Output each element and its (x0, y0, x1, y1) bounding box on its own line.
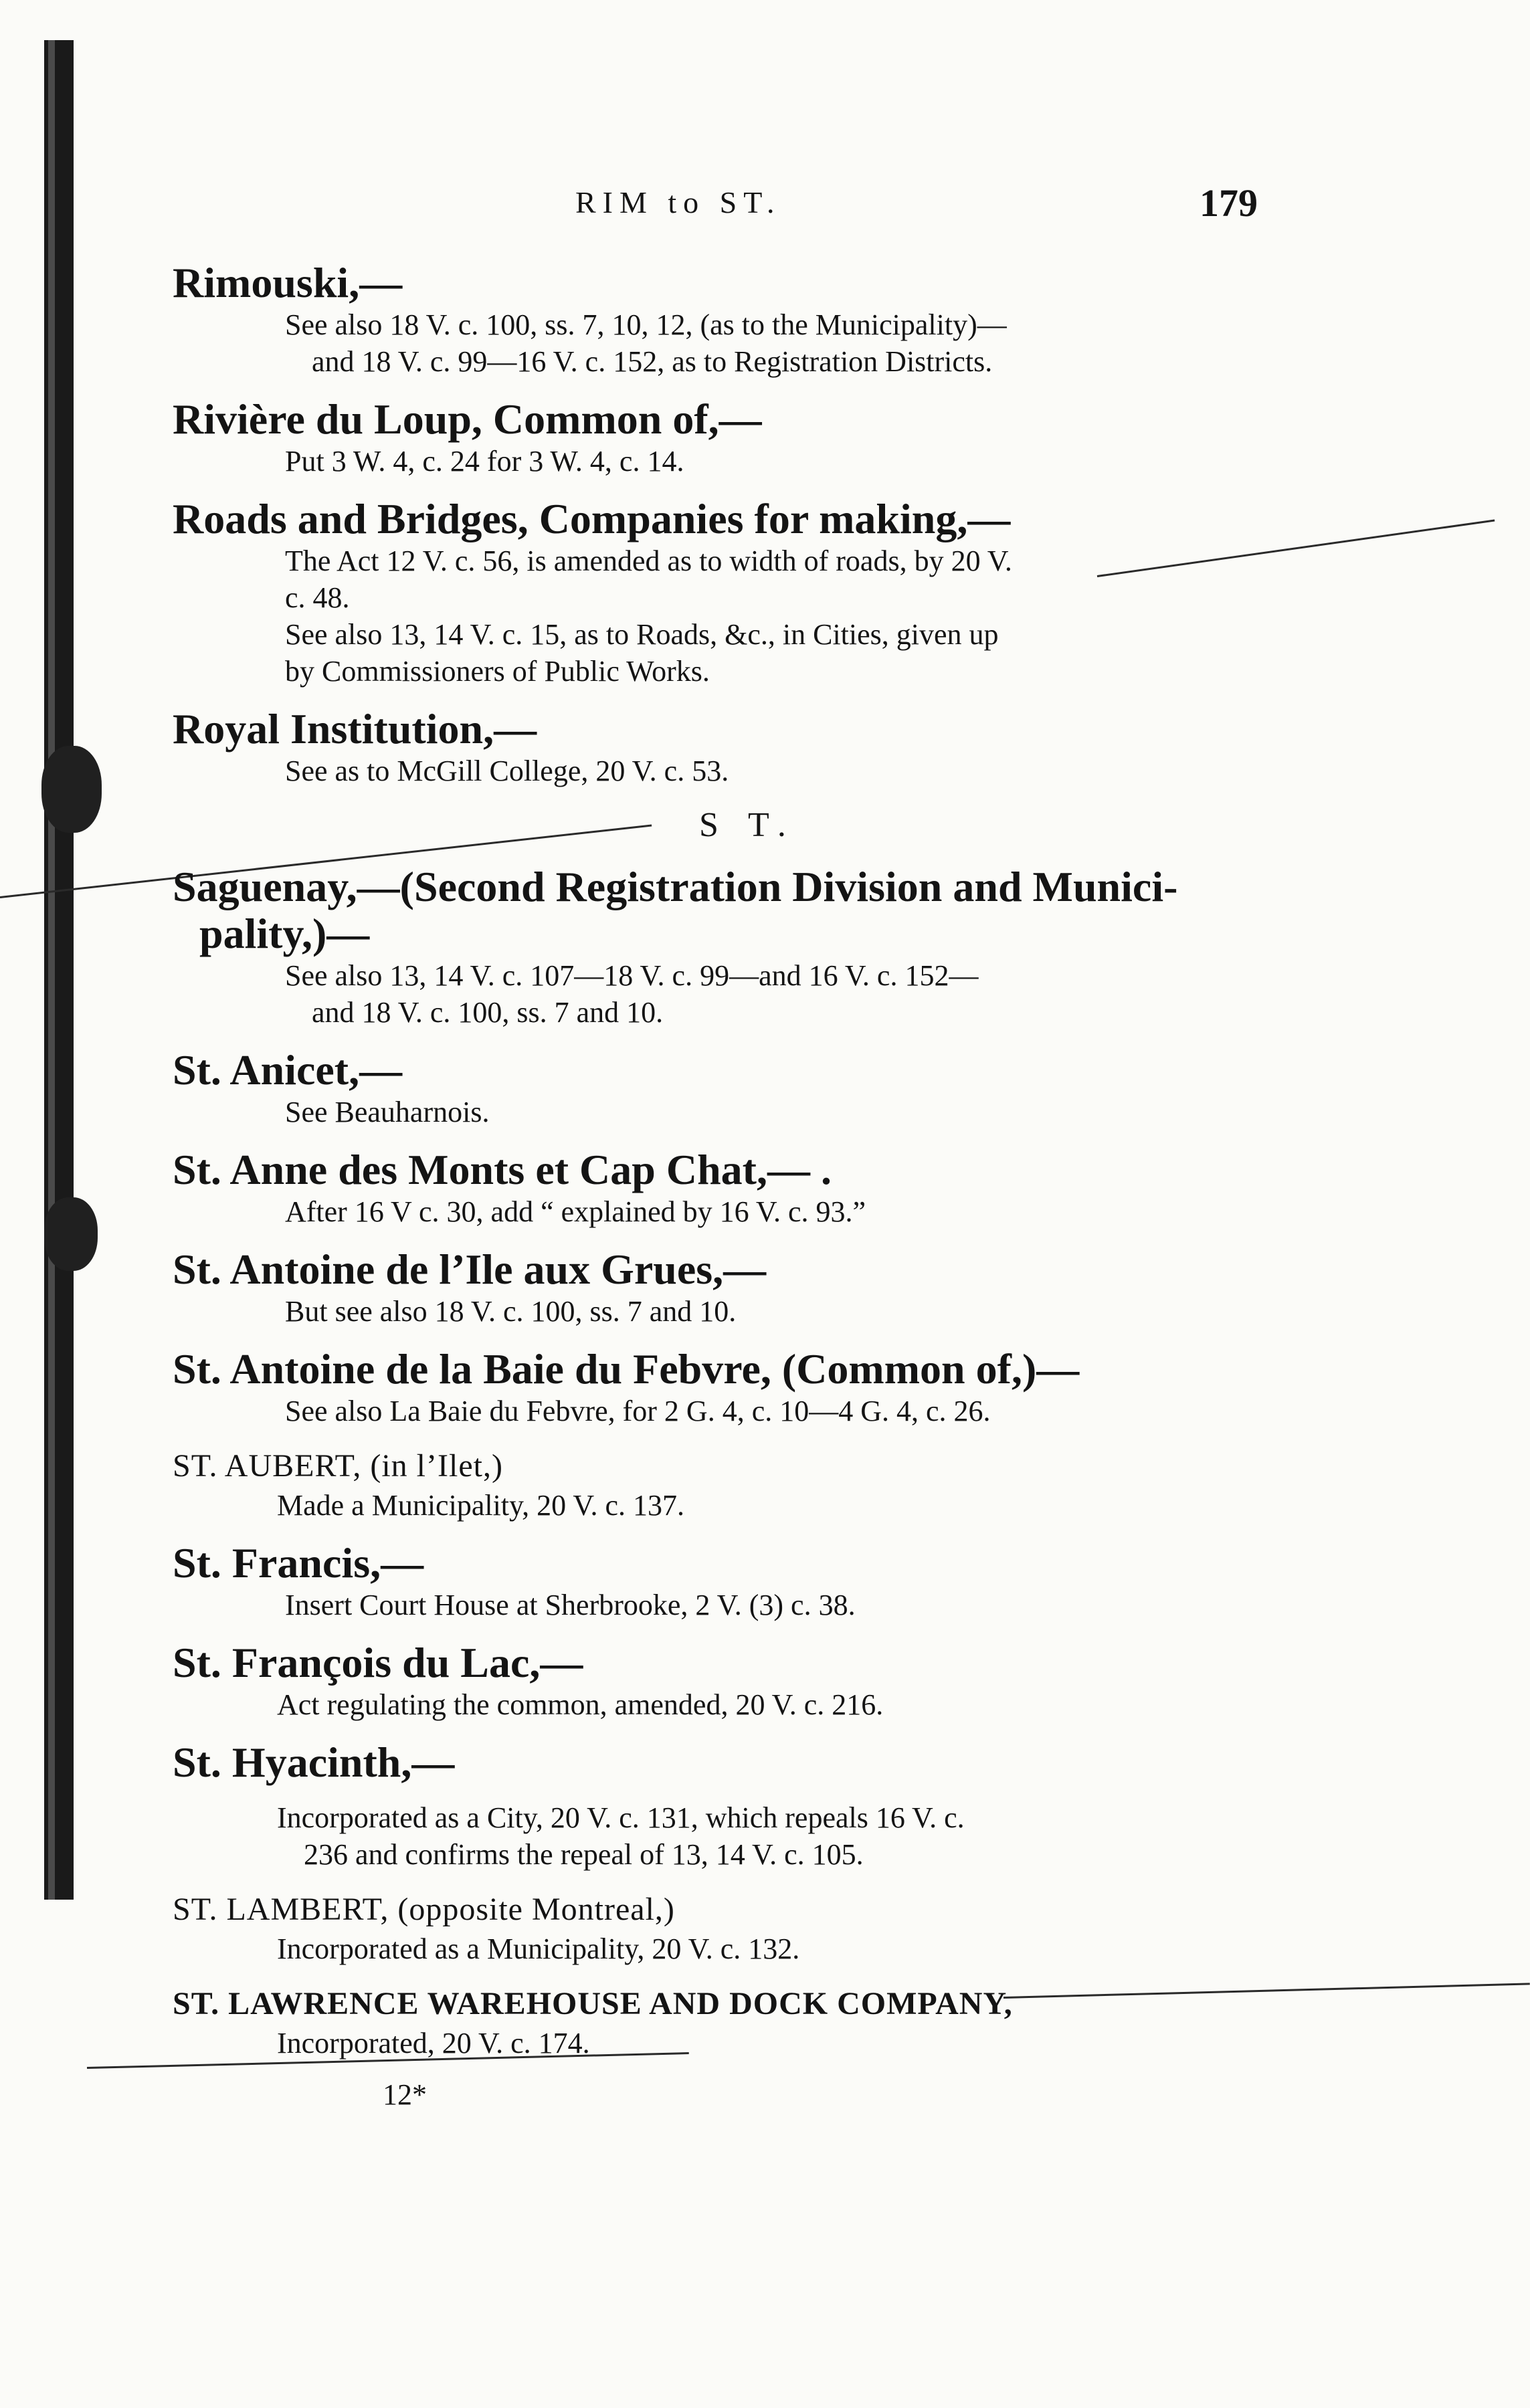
entry-heading-continuation: pality,)— (199, 910, 370, 957)
entry-heading: St. Hyacinth,— (173, 1738, 455, 1786)
index-entries (173, 260, 1270, 2112)
index-entry-st-antoine-ile-aux-grues (173, 1246, 1270, 1330)
index-entry-saguenay (173, 864, 1270, 1031)
entry-note: See Beauharnois. (285, 1096, 490, 1128)
entry-heading: ST. LAWRENCE WAREHOUSE AND DOCK COMPANY, (173, 1986, 1013, 2021)
index-entry-st-antoine-baie-du-febvre (173, 1346, 1270, 1429)
entry-heading (173, 864, 1270, 957)
index-entry-st-francis (173, 1540, 1270, 1623)
entry-note-line: See also 18 V. c. 100, ss. 7, 10, 12, (as to the Municipality)— (285, 308, 1007, 341)
binding-thread-knot (41, 746, 102, 833)
index-entry-st-lawrence-warehouse (173, 1983, 1270, 2062)
entry-note: See also La Baie du Febvre, for 2 G. 4, c. 10—4 G. 4, c. 26. (285, 1395, 991, 1427)
book-binding-edge (44, 40, 74, 1900)
entry-heading: St. François du Lac,— (173, 1639, 583, 1686)
index-entry-roads-and-bridges (173, 496, 1270, 690)
entry-note-line: Put 3 W. 4, c. 24 for 3 W. 4, c. 14. (285, 445, 684, 478)
running-head (522, 181, 1258, 227)
index-entry-st-hyacinth (173, 1739, 1270, 1873)
entry-note-line: See as to McGill College, 20 V. c. 53. (285, 755, 729, 787)
entry-heading: ST. LAMBERT, (opposite Montreal,) (173, 1892, 675, 1927)
signature-mark: 12* (383, 2078, 427, 2111)
entry-heading: Royal Institution,— (173, 705, 537, 752)
entry-note-line: The Act 12 V. c. 56, is amended as to width of roads, by 20 V. (285, 544, 1012, 577)
entry-note (173, 1799, 1270, 1873)
index-entry-st-anicet (173, 1047, 1270, 1130)
entry-note-line: See also 13, 14 V. c. 15, as to Roads, &c., in Cities, given up (285, 618, 999, 651)
entry-note (173, 306, 1270, 380)
entry-note (173, 957, 1270, 1031)
entry-note (173, 752, 1270, 789)
entry-note-line: See also 13, 14 V. c. 107—18 V. c. 99—and 16 V. c. 152— (285, 959, 979, 992)
entry-note-line: 236 and confirms the repeal of 13, 14 V. c. 105. (304, 1838, 864, 1871)
entry-heading: St. Anne des Monts et Cap Chat,— . (173, 1146, 832, 1193)
entry-note: Incorporated as a Municipality, 20 V. c. 132. (277, 1932, 800, 1965)
entry-heading: Roads and Bridges, Companies for making,— (173, 495, 1011, 542)
entry-heading: St. Anicet,— (173, 1046, 403, 1094)
entry-heading: St. Antoine de l’Ile aux Grues,— (173, 1245, 767, 1293)
page-number: 179 (1200, 181, 1258, 225)
entry-note-line: c. 48. (285, 581, 350, 614)
index-entry-st-francois-du-lac (173, 1639, 1270, 1723)
running-head-title: RIM to ST. (575, 185, 781, 219)
entry-note: Incorporated, 20 V. c. 174. (277, 2027, 590, 2060)
entry-note: Insert Court House at Sherbrooke, 2 V. (3) c. 38. (285, 1589, 856, 1621)
index-entry-royal-institution (173, 706, 1270, 789)
entry-heading: ST. AUBERT, (in l’Ilet,) (173, 1448, 503, 1484)
index-entry-riviere-du-loup (173, 396, 1270, 480)
entry-note: After 16 V c. 30, add “ explained by 16 V. c. 93.” (285, 1195, 866, 1228)
entry-heading-text: Saguenay,—(Second Registration Division and Munici- (173, 863, 1178, 910)
entry-note-line: and 18 V. c. 100, ss. 7 and 10. (312, 996, 664, 1029)
section-title: S T. (699, 806, 797, 844)
entry-note (173, 542, 1270, 690)
index-entry-st-aubert (173, 1445, 1270, 1524)
entry-heading: Rivière du Loup, Common of,— (173, 395, 762, 443)
binding-thread-knot (44, 1197, 98, 1271)
index-entry-st-anne-des-monts (173, 1146, 1270, 1230)
entry-note-line: Incorporated as a City, 20 V. c. 131, which repeals 16 V. c. (277, 1801, 965, 1834)
entry-note: But see also 18 V. c. 100, ss. 7 and 10. (285, 1295, 737, 1328)
entry-heading: St. Antoine de la Baie du Febvre, (Common of,)— (173, 1345, 1080, 1393)
entry-heading: St. Francis,— (173, 1539, 424, 1587)
entry-note: Made a Municipality, 20 V. c. 137. (277, 1489, 684, 1522)
index-entry-rimouski (173, 260, 1270, 380)
entry-heading: Rimouski,— (173, 259, 403, 306)
entry-note-line: and 18 V. c. 99—16 V. c. 152, as to Registration Districts. (312, 345, 993, 378)
entry-note: Act regulating the common, amended, 20 V. c. 216. (277, 1688, 884, 1721)
entry-note (173, 443, 1270, 480)
index-entry-st-lambert (173, 1889, 1270, 1967)
entry-note-line: by Commissioners of Public Works. (285, 655, 710, 688)
